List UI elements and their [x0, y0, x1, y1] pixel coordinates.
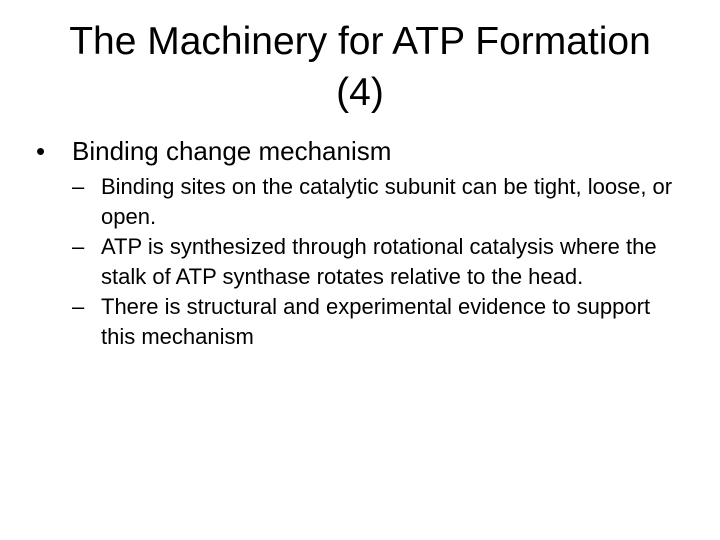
- sub-bullet-marker: –: [72, 294, 85, 319]
- sub-bullet-item: [72, 232, 684, 292]
- sub-bullet-text: Binding sites on the catalytic subunit can be tight, loose, or open.: [101, 174, 673, 229]
- sub-bullet-item: [72, 172, 684, 232]
- main-bullet-text: Binding change mechanism: [72, 136, 392, 166]
- sub-bullet-item: [72, 292, 684, 352]
- slide-title-line-2: (4): [336, 71, 384, 114]
- bullet-marker: •: [36, 136, 46, 166]
- sub-bullet-list: [72, 172, 684, 352]
- sub-bullet-text: ATP is synthesized through rotational catalysis where the stalk of ATP synthase rotates relative to the head.: [101, 234, 657, 289]
- sub-bullet-text: There is structural and experimental evidence to support this mechanism: [101, 294, 651, 349]
- slide-title-line-1: The Machinery for ATP Formation: [69, 20, 651, 63]
- sub-bullet-marker: –: [72, 234, 85, 259]
- slide-title: [36, 16, 684, 118]
- sub-bullet-marker: –: [72, 174, 85, 199]
